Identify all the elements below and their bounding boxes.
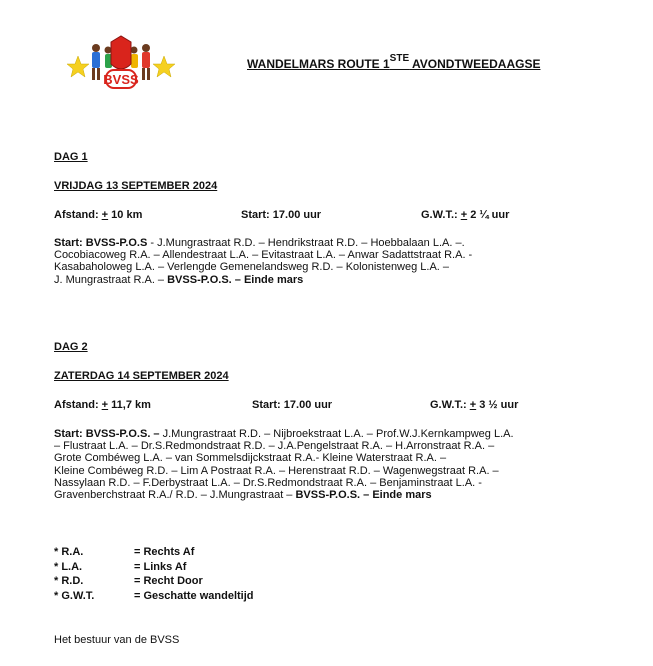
legend-row: * R.A. = Rechts Af [54, 546, 195, 558]
right-star [153, 56, 175, 77]
day2-gwt: G.W.T.: + 3 ½ uur [430, 399, 519, 411]
legend-row: * L.A. = Links Af [54, 560, 187, 573]
day2-date: ZATERDAG 14 SEPTEMBER 2024 [54, 370, 229, 382]
day2-route [54, 428, 614, 501]
legend [54, 545, 254, 603]
left-star [67, 56, 89, 77]
day2-start: Start: 17.00 uur [252, 399, 333, 411]
logo-text: BVSS [103, 72, 139, 87]
footer-signature: Het bestuur van de BVSS [54, 634, 180, 646]
route-line: Kasabaholoweg L.A. – Verlengde Gemenelandsweg R.D. – Kolonistenweg L.A. – [54, 261, 450, 274]
title-pre: WANDELMARS ROUTE 1 [247, 57, 390, 71]
route-line: Cocobiacoweg R.A. – Allendestraat L.A. – Evitastraat L.A. – Anwar Sadattstraat R.A. - [54, 249, 473, 262]
legend-row: * R.D. = Recht Door [54, 575, 203, 587]
title-sup: STE [389, 53, 410, 64]
legend-row: * G.W.T. = Geschatte wandeltijd [54, 589, 254, 602]
route-line: – Flustraat L.A. – Dr.S.Redmondstraat R.D. – J.A.Pengelstraat R.A. – H.Arronstraat R.A. – [54, 440, 495, 453]
day1-gwt: G.W.T.: + 2 ¼ uur [421, 209, 510, 221]
route-line: Start: BVSS-P.O.S - J.Mungrastraat R.D. – Hendrikstraat R.D. – Hoebbalaan L.A. –. [54, 237, 465, 249]
day1-afstand: Afstand: + 10 km [54, 209, 143, 221]
day2-label: DAG 2 [54, 341, 88, 353]
route-line: Gravenberchstraat R.A./ R.D. – J.Mungrastraat – BVSS-P.O.S. – Einde mars [54, 489, 432, 502]
title-post: AVONDTWEEDAAGSE [409, 57, 541, 71]
route-line: Grote Combéweg L.A. – van Sommelsdijckstraat R.A.- Kleine Waterstraat R.A. – [54, 452, 447, 465]
day1-label: DAG 1 [54, 151, 88, 163]
day1-start: Start: 17.00 uur [241, 209, 322, 221]
route-line: Start: BVSS-P.O.S. – J.Mungrastraat R.D. – Nijbroekstraat L.A. – Prof.W.J.Kernkampweg L.A. [54, 428, 514, 440]
day1-route [54, 237, 614, 286]
day1-date: VRIJDAG 13 SEPTEMBER 2024 [54, 180, 218, 192]
day2-afstand: Afstand: + 11,7 km [54, 399, 151, 411]
route-line: J. Mungrastraat R.A. – BVSS-P.O.S. – Einde mars [54, 273, 304, 286]
route-line: Kleine Combéweg R.D. – Lim A Postraat R.A. – Herenstraat R.D. – Wagenwegstraat R.A. – [54, 464, 499, 477]
page-title [247, 55, 540, 71]
bvss-logo [66, 34, 176, 92]
route-line: Nassylaan R.D. – F.Derbystraat L.A. – Dr.S.Redmondstraat R.A. – Benjaminstraat L.A. - [54, 476, 482, 489]
